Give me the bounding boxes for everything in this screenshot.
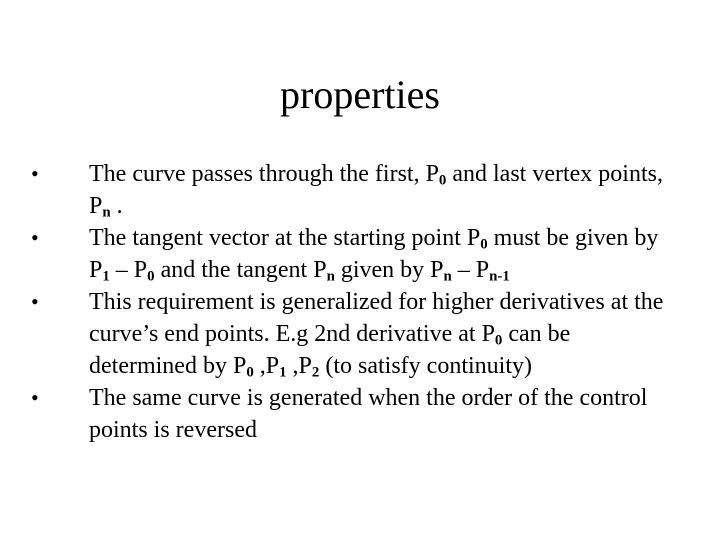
bullet-item	[27, 286, 667, 382]
bullet-text: This requirement is generalized for higher derivatives at the curve’s end points. E.g 2nd derivative at $P_0$ can be determined by $P_0$ $,P_1$ $,P_2$ (to satisfy continuity)	[89, 289, 664, 381]
bullet-text: The same curve is generated when the order of the control points is reversed	[89, 385, 648, 443]
bullet-list	[27, 158, 667, 446]
bullet-icon: •	[31, 225, 39, 250]
slide-title: properties	[280, 72, 440, 117]
bullet-item	[27, 222, 667, 286]
bullet-icon: •	[31, 289, 39, 314]
bullet-item	[27, 158, 667, 222]
bullet-icon: •	[31, 385, 39, 410]
bullet-icon: •	[31, 161, 39, 186]
bullet-text: The curve passes through the first, $P_0$ and last vertex points, $P_n$ .	[89, 161, 663, 221]
bullet-text: The tangent vector at the starting point $P_0$ must be given by $P_1 - P_0$ and the tangent $P_n$ given by $P_n - P_{n-1}$	[89, 225, 659, 285]
bullet-item	[27, 382, 667, 446]
